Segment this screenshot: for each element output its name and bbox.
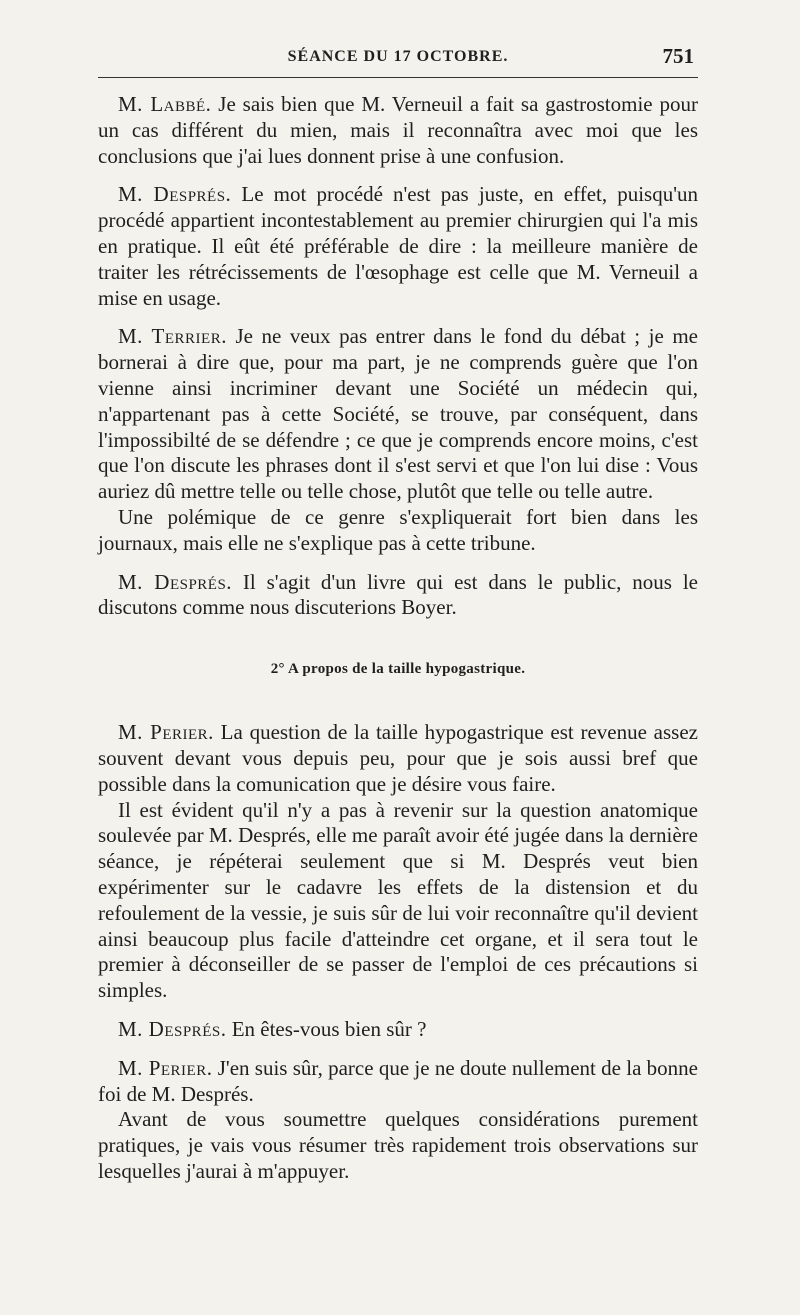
speaker-name: M. Labbé. bbox=[118, 92, 212, 116]
paragraph-polemique bbox=[98, 505, 698, 557]
paragraph-evident bbox=[98, 798, 698, 1004]
paragraph-text: Je ne veux pas entrer dans le fond du débat ; je me bornerai à dire que, pour ma part, je ne comprends guère que l'on vienne ainsi incriminer devant une Société un médecin qui, n'appartenant pas à cette Société, se trouve, par conséquent, dans l'impossibilté de se défendre ; ce que je comprends encore moins, c'est que l'on discute les phrases dont il s'est servi et que l'on lui dise : Vous auriez dû mettre telle ou telle chose, plutôt que telle ou telle autre. bbox=[98, 324, 698, 504]
paragraph-perier-2 bbox=[98, 1056, 698, 1108]
paragraph-text: En êtes-vous bien sûr ? bbox=[226, 1016, 427, 1041]
speaker-name: M. Perier. bbox=[118, 1055, 213, 1080]
paragraph-text: Je sais bien que M. Verneuil a fait sa gastrostomie pour un cas différent du mien, mais il reconnaîtra avec moi que les conclusions que j'ai lues donnent prise à une confusion. bbox=[98, 92, 698, 168]
paragraph-text: La question de la taille hypogastrique est revenue assez souvent devant vous depuis peu, pour que je sois aussi bref que possible dans la comunication que je désire vous faire. bbox=[98, 720, 698, 796]
paragraph-despres-2 bbox=[98, 570, 698, 622]
paragraph-despres-1 bbox=[98, 182, 698, 311]
paragraph-text: Il est évident qu'il n'y a pas à revenir sur la question anatomique soulevée par M. Després, elle me paraît avoir été jugée dans la dernière séance, je répéterai seulement que si M. Després veut bien expérimenter sur le cadavre les effets de la distension et du refoulement de la vessie, je suis sûr de lui voir reconnaître qu'il devient ainsi beaucoup plus facile d'atteindre cet organe, et il sera tout le premier à déconseiller de se passer de l'emploi de ces précautions si simples. bbox=[98, 797, 698, 1003]
paragraph-text: Il s'agit d'un livre qui est dans le public, nous le discutons comme nous discuterions Boyer. bbox=[98, 569, 698, 620]
paragraph-labbe bbox=[98, 92, 698, 169]
speaker-name: M. Perier. bbox=[118, 720, 214, 745]
paragraph-text: Avant de vous soumettre quelques considérations purement pratiques, je vais vous résumer très rapidement trois observations sur lesquelles j'aurai à m'appuyer. bbox=[98, 1107, 698, 1183]
paragraph-text: Le mot procédé n'est pas juste, en effet, puisqu'un procédé appartient incontestablement au premier chirurgien qui l'a mis en pratique. Il eût été préférable de dire : la meilleure manière de traiter les rétrécissements de l'œsophage est celle que M. Verneuil a mise en usage. bbox=[98, 182, 699, 310]
header-rule bbox=[98, 77, 698, 78]
paragraph-avant bbox=[98, 1107, 698, 1184]
speaker-name: M. Després. bbox=[118, 569, 233, 594]
section-heading: 2° A propos de la taille hypogastrique. bbox=[270, 661, 526, 678]
running-title: SÉANCE DU 17 OCTOBRE. bbox=[287, 48, 509, 65]
paragraph-perier-1 bbox=[98, 720, 698, 797]
speaker-name: M. Terrier. bbox=[118, 324, 227, 349]
page-number: 751 bbox=[662, 44, 694, 68]
body-text bbox=[98, 92, 698, 1185]
paragraph-despres-3 bbox=[98, 1017, 698, 1043]
speaker-name: M. Després. bbox=[118, 1016, 227, 1041]
running-head bbox=[98, 44, 698, 74]
speaker-name: M. Després. bbox=[118, 182, 232, 207]
paragraph-text: J'en suis sûr, parce que je ne doute nullement de la bonne foi de M. Després. bbox=[98, 1055, 699, 1106]
paragraph-terrier bbox=[98, 324, 698, 505]
paragraph-text: Une polémique de ce genre s'expliquerait fort bien dans les journaux, mais elle ne s'explique pas à cette tribune. bbox=[98, 504, 698, 555]
